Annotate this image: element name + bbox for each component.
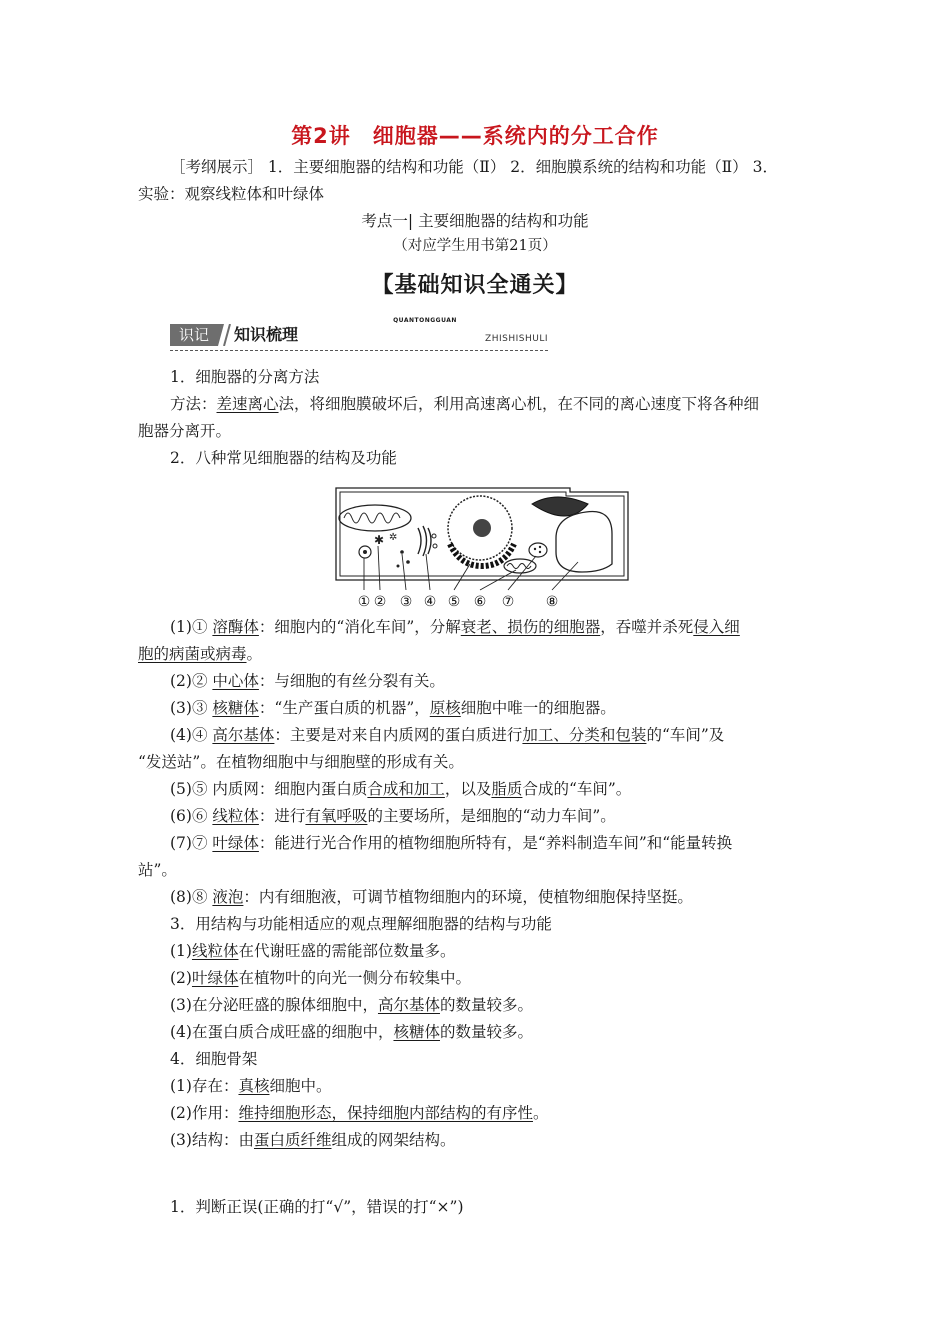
method-answer: 差速离心 bbox=[216, 395, 279, 413]
view-2 bbox=[170, 965, 471, 992]
item-number: (2)② bbox=[170, 672, 213, 690]
item-number: (2) bbox=[170, 969, 192, 987]
item-text: ：细胞内的“消化车间”，分解 bbox=[258, 618, 461, 636]
centriole-icon bbox=[374, 532, 397, 547]
view-1 bbox=[170, 938, 456, 965]
organelle-7 bbox=[170, 830, 732, 857]
syllabus-line-2: 实验：观察线粒体和叶绿体 bbox=[138, 185, 325, 203]
cytoskeleton-3 bbox=[170, 1127, 456, 1154]
organelle-3 bbox=[170, 695, 616, 722]
item-text: ：与细胞的有丝分裂有关。 bbox=[258, 672, 445, 690]
section-header bbox=[170, 322, 548, 351]
item-text: ：进行 bbox=[258, 807, 306, 825]
item-answer: 高尔基体 bbox=[377, 996, 440, 1014]
item-text: 细胞中唯一的细胞器。 bbox=[460, 699, 616, 717]
item-text: ，以及 bbox=[444, 780, 492, 798]
item-answer: 胞的病菌或病毒 bbox=[138, 645, 247, 663]
item-answer: 叶绿体 bbox=[212, 834, 259, 852]
heading-3: 3．用结构与功能相适应的观点理解细胞器的结构与功能 bbox=[170, 915, 552, 933]
item-text: 细胞中。 bbox=[269, 1077, 332, 1095]
lysosome-icon bbox=[359, 546, 371, 558]
item-number: (1) bbox=[170, 942, 192, 960]
item-answer: 原核 bbox=[429, 699, 461, 717]
organelle-2 bbox=[170, 668, 445, 695]
item-number: (3)③ bbox=[170, 699, 213, 717]
item-text: (4)在蛋白质合成旺盛的细胞中， bbox=[170, 1023, 394, 1041]
item-number: (6)⑥ bbox=[170, 807, 213, 825]
item-text: (3)在分泌旺盛的腺体细胞中， bbox=[170, 996, 378, 1014]
banner-subtitle: QUANTONGGUAN bbox=[393, 317, 457, 324]
svg-text:✱: ✱ bbox=[374, 533, 385, 547]
heading-2: 2．八种常见细胞器的结构及功能 bbox=[170, 449, 397, 467]
exercise-heading: 1．判断正误(正确的打“√”，错误的打“×”) bbox=[170, 1198, 464, 1216]
exam-point-title: 考点一| 主要细胞器的结构和功能 bbox=[361, 212, 589, 230]
organelle-1 bbox=[170, 614, 740, 641]
diagram-label: ④ bbox=[423, 594, 437, 610]
slash-decoration-icon bbox=[218, 324, 232, 346]
item-answer: 有氧呼吸 bbox=[305, 807, 368, 825]
diagram-label-row bbox=[358, 594, 559, 610]
exam-point-pages: （对应学生用书第21页） bbox=[393, 238, 557, 254]
item-text: 。 bbox=[246, 645, 263, 663]
item-text: (5)⑤ 内质网：细胞内蛋白质 bbox=[170, 780, 368, 798]
diagram-label: ⑧ bbox=[545, 594, 559, 610]
item-answer: 加工、分类和包装 bbox=[522, 726, 647, 744]
banner-highlight: 全通关 bbox=[486, 273, 556, 298]
item-number: (8)⑧ bbox=[170, 888, 213, 906]
diagram-label: ③ bbox=[399, 594, 413, 610]
nucleus-er-icon bbox=[448, 496, 514, 566]
item-number: (7)⑦ bbox=[170, 834, 213, 852]
item-answer: 维持细胞形态，保持细胞内部结构的有序性 bbox=[238, 1104, 533, 1122]
item-text: 的数量较多。 bbox=[439, 996, 533, 1014]
item-text: (3)结构：由 bbox=[170, 1131, 254, 1149]
item-text: ：“生产蛋白质的机器”， bbox=[258, 699, 430, 717]
item-text: 在代谢旺盛的需能部位数量多。 bbox=[238, 942, 456, 960]
item-text: ：主要是对来自内质网的蛋白质进行 bbox=[274, 726, 523, 744]
item-answer: 真核 bbox=[238, 1077, 270, 1095]
item-text: 的主要场所，是细胞的“动力车间”。 bbox=[367, 807, 616, 825]
item-text: 的“车间”及 bbox=[646, 726, 725, 744]
view-3 bbox=[170, 992, 533, 1019]
item-answer: 核糖体 bbox=[212, 699, 259, 717]
item-answer: 衰老、损伤的细胞器 bbox=[460, 618, 601, 636]
lesson-title: 第2讲 细胞器——系统内的分工合作 bbox=[291, 124, 659, 148]
section-subtitle: ZHISHISHULI bbox=[485, 334, 548, 344]
item-answer: 液泡 bbox=[212, 888, 244, 906]
mitochondrion-small-icon bbox=[504, 559, 536, 573]
item-number: (1)① bbox=[170, 618, 213, 636]
banner-text: 基础知识 bbox=[394, 273, 487, 298]
item-answer: 侵入细 bbox=[693, 618, 740, 636]
mitochondrion-icon bbox=[339, 505, 411, 531]
section-tag: 识记 bbox=[170, 324, 218, 346]
item-text: 。 bbox=[532, 1104, 549, 1122]
cytoskeleton-1 bbox=[170, 1073, 332, 1100]
item-answer: 蛋白质纤维 bbox=[253, 1131, 332, 1149]
item-answer: 高尔基体 bbox=[212, 726, 275, 744]
heading-1: 1．细胞器的分离方法 bbox=[170, 368, 320, 386]
diagram-label: ⑤ bbox=[447, 594, 461, 610]
organelle-5 bbox=[170, 776, 631, 803]
golgi-icon bbox=[418, 526, 437, 556]
item-text: 在植物叶的向光一侧分布较集中。 bbox=[238, 969, 471, 987]
item-text: 合成的“车间”。 bbox=[522, 780, 632, 798]
item-text: (2)作用： bbox=[170, 1104, 239, 1122]
method-line-2: 胞器分离开。 bbox=[138, 422, 232, 440]
heading-4: 4．细胞骨架 bbox=[170, 1050, 258, 1068]
cytoskeleton-2 bbox=[170, 1100, 549, 1127]
item-answer: 叶绿体 bbox=[191, 969, 239, 987]
method-line bbox=[170, 391, 759, 418]
organelle-4-cont: “发送站”。在植物细胞中与细胞壁的形成有关。 bbox=[138, 753, 464, 771]
item-text: ：能进行光合作用的植物细胞所特有，是“养料制造车间”和“能量转换 bbox=[258, 834, 733, 852]
organelle-8 bbox=[170, 884, 693, 911]
cell-organelles-diagram bbox=[330, 484, 634, 610]
item-text: ：内有细胞液，可调节植物细胞内的环境，使植物细胞保持坚挺。 bbox=[243, 888, 693, 906]
diagram-label: ② bbox=[373, 594, 387, 610]
banner-right-bracket: 】 bbox=[555, 273, 579, 298]
organelle-1-cont bbox=[138, 641, 262, 668]
method-label: 方法： bbox=[170, 395, 217, 413]
item-answer: 合成和加工 bbox=[367, 780, 445, 798]
organelle-7-cont: 站”。 bbox=[138, 861, 177, 879]
item-answer: 中心体 bbox=[212, 672, 259, 690]
item-answer: 线粒体 bbox=[191, 942, 239, 960]
banner-left-bracket: 【 bbox=[371, 273, 395, 298]
section-title: 知识梳理 bbox=[234, 325, 299, 344]
item-answer: 线粒体 bbox=[212, 807, 259, 825]
item-answer: 脂质 bbox=[491, 780, 523, 798]
organelle-4 bbox=[170, 722, 724, 749]
item-answer: 核糖体 bbox=[393, 1023, 440, 1041]
item-text: (1)存在： bbox=[170, 1077, 239, 1095]
diagram-label: ⑦ bbox=[501, 594, 515, 610]
item-answer: 溶酶体 bbox=[212, 618, 259, 636]
diagram-label: ⑥ bbox=[473, 594, 487, 610]
knowledge-banner bbox=[0, 268, 950, 324]
item-text: 的数量较多。 bbox=[439, 1023, 533, 1041]
vacuole-icon bbox=[556, 511, 612, 572]
item-text: ，吞噬并杀死 bbox=[600, 618, 694, 636]
item-text: 组成的网架结构。 bbox=[331, 1131, 456, 1149]
syllabus-line-1: ［考纲展示］ 1．主要细胞器的结构和功能（Ⅱ） 2．细胞膜系统的结构和功能（Ⅱ） 3． bbox=[170, 158, 778, 176]
diagram-label: ① bbox=[357, 594, 371, 610]
view-4 bbox=[170, 1019, 533, 1046]
item-number: (4)④ bbox=[170, 726, 213, 744]
organelle-6 bbox=[170, 803, 616, 830]
chloroplast-icon bbox=[529, 543, 547, 557]
svg-text:✲: ✲ bbox=[389, 532, 398, 543]
method-text: 法，将细胞膜破坏后，利用高速离心机，在不同的离心速度下将各种细 bbox=[278, 395, 760, 413]
